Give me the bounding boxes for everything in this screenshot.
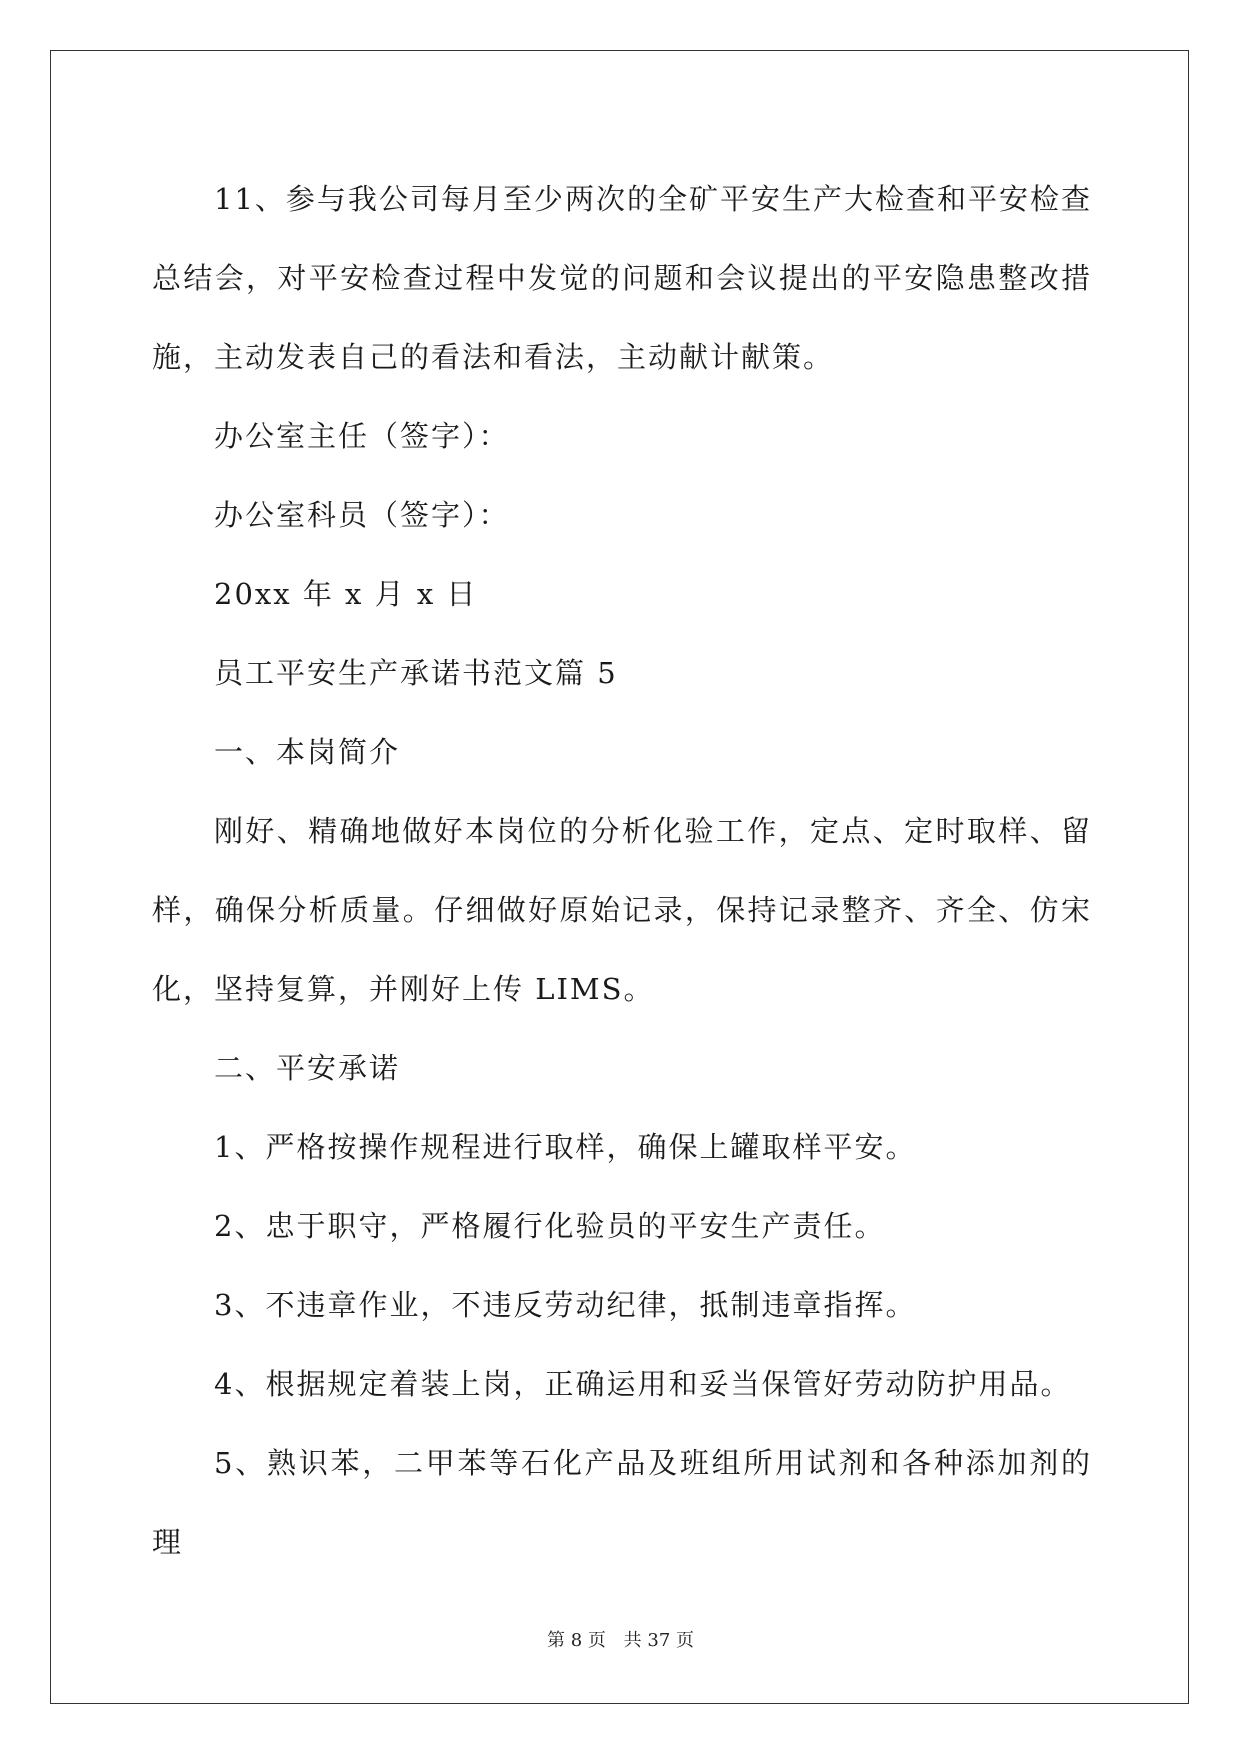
commitment-item-5: 5、熟识苯，二甲苯等石化产品及班组所用试剂和各种添加剂的理 [152, 1446, 1092, 1559]
commitment-item-2: 2、忠于职守，严格履行化验员的平安生产责任。 [214, 1209, 886, 1243]
document-body [152, 160, 1092, 1582]
commitment-item-4: 4、根据规定着装上岗，正确运用和妥当保管好劳动防护用品。 [214, 1367, 1072, 1401]
page-footer [0, 1626, 1241, 1652]
date-line: 20xx 年 x 月 x 日 [214, 577, 478, 611]
signature-office-clerk: 办公室科员（签字）： [214, 498, 510, 532]
commitment-item-3: 3、不违章作业，不违反劳动纪律，抵制违章指挥。 [214, 1288, 917, 1322]
paragraph-job-intro: 刚好、精确地做好本岗位的分析化验工作，定点、定时取样、留样，确保分析质量。仔细做好原始记录，保持记录整齐、齐全、仿宋化，坚持复算，并刚好上传 LIMS。 [152, 814, 1092, 1006]
commitment-item-1: 1、严格按操作规程进行取样，确保上罐取样平安。 [214, 1130, 917, 1164]
page-total: 共 37 页 [623, 1630, 694, 1651]
page-number: 第 8 页 [547, 1630, 606, 1651]
heading-job-intro: 一、本岗简介 [214, 735, 401, 769]
section-title: 员工平安生产承诺书范文篇 5 [214, 656, 618, 690]
heading-safety-commitment: 二、平安承诺 [214, 1051, 401, 1085]
paragraph-item-11: 11、参与我公司每月至少两次的全矿平安生产大检查和平安检查总结会，对平安检查过程中发觉的问题和会议提出的平安隐患整改措施，主动发表自己的看法和看法，主动献计献策。 [152, 182, 1092, 374]
signature-office-director: 办公室主任（签字）： [214, 419, 510, 453]
